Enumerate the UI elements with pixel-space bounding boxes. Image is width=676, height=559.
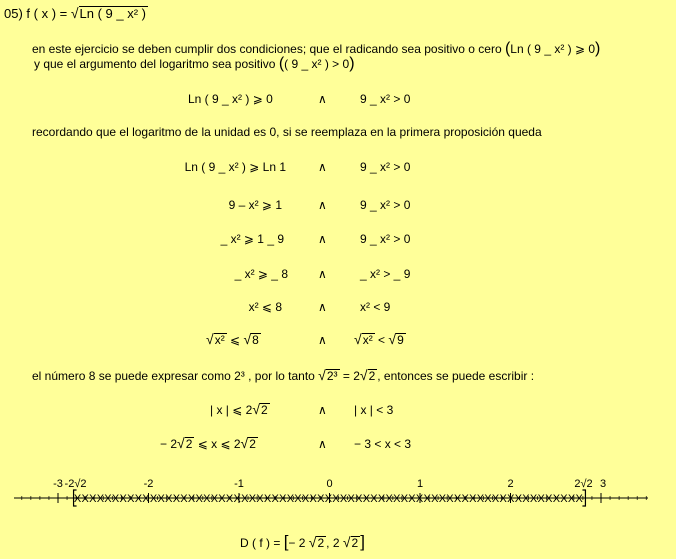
interval-mark: X [522, 493, 530, 505]
interval-mark: X [332, 493, 340, 505]
condition-2: ( 9 _ x² ) > 0 [284, 57, 350, 71]
interval-mark: X [317, 493, 325, 505]
interval-mark: X [423, 493, 431, 505]
cond-right: 9 _ x² > 0 [360, 92, 411, 106]
step-left: _ x² ⩾ 1 _ 9 [220, 232, 284, 246]
radicand: 2 [249, 437, 256, 451]
radicand: x² [362, 333, 373, 347]
interval-mark: X [119, 493, 127, 505]
abs-expr: | x | ⩽ 2 [210, 403, 253, 417]
domain-label: D ( f ) = [240, 536, 281, 550]
radical-sign: √ [70, 5, 79, 21]
radical-sign: √ [359, 367, 368, 383]
paren-left: ( [504, 40, 511, 57]
interval-mark: X [142, 493, 150, 505]
interval-mark: X [286, 493, 295, 505]
interval-mark: X [104, 493, 112, 505]
abs-right: | x | < 3 [354, 403, 394, 417]
and-operator: ∧ [318, 403, 327, 417]
interval-mark: X [279, 493, 287, 505]
tick-label: 0 [326, 478, 333, 490]
interval-mark: X [469, 493, 477, 505]
interval-mark: X [355, 493, 363, 505]
interval-mark: X [256, 493, 264, 505]
tick-label: -2√2 [64, 478, 87, 490]
step-right: 9 _ x² > 0 [360, 232, 411, 246]
interval-mark: X [362, 493, 371, 505]
radicand: 2 [317, 536, 325, 550]
interval-mark: X [370, 493, 378, 505]
interval-mark: X [89, 493, 97, 505]
interval-mark: X [400, 493, 409, 505]
interval-mark: X [393, 493, 401, 505]
paren-right: ) [595, 40, 601, 57]
and-operator: ∧ [318, 333, 327, 347]
interval-mark: X [96, 493, 105, 505]
interval-mark: X [408, 493, 416, 505]
step-right: 9 _ x² > 0 [360, 198, 411, 212]
equals-text: = 2 [342, 369, 360, 383]
paragraph-text: el número 8 se puede expresar como 2³ , por lo tanto [32, 369, 315, 383]
paren-right: ) [349, 55, 355, 72]
interval-mark: X [385, 493, 393, 505]
radical-sign: √ [252, 401, 260, 417]
interval-mark: X [514, 493, 523, 505]
interval-mark: X [377, 493, 386, 505]
and-operator: ∧ [318, 437, 327, 451]
radical-sign: √ [206, 331, 214, 347]
relation: < [378, 333, 386, 347]
radicand: 2 [368, 369, 376, 383]
radicand: 8 [252, 333, 259, 347]
tick-label: -3 [53, 478, 63, 490]
interval-mark: X [431, 493, 439, 505]
domain-result [240, 532, 365, 551]
cond-left: Ln ( 9 _ x² ) ⩾ 0 [188, 92, 273, 106]
paragraph-text: , entonces se puede escribir : [377, 369, 535, 383]
interval-mark: X [127, 493, 135, 505]
interval-mark: X [309, 493, 317, 505]
interval-mark: X [484, 493, 492, 505]
exercise-number: 05) [4, 6, 23, 21]
interval-mark: X [537, 493, 545, 505]
interval-mark: X [81, 493, 89, 505]
domain-expr: , 2 [326, 536, 340, 550]
bracket-right: ] [360, 532, 365, 551]
radical-sign: √ [354, 331, 362, 347]
bracket-left: [ [283, 532, 289, 551]
interval-mark: X [149, 493, 158, 505]
interval-mark: X [339, 493, 348, 505]
step-right: _ x² > _ 9 [360, 267, 411, 281]
interval-mark: X [294, 493, 302, 505]
interval-mark: X [165, 493, 173, 505]
radical-sign: √ [243, 331, 252, 347]
radicand: Ln ( 9 _ x² ) [79, 6, 147, 21]
radical-sign: √ [308, 534, 317, 550]
paren-left: ( [278, 55, 285, 72]
interval-mark: X [529, 493, 538, 505]
interval-mark: X [575, 493, 583, 505]
domain-expr: − 2 [288, 536, 306, 550]
relation: ⩽ [230, 333, 241, 347]
radicand: 2 [351, 536, 359, 550]
interval-mark: X [324, 493, 333, 505]
interval-mark: X [476, 493, 485, 505]
tick-label: 2 [507, 478, 514, 490]
radicand: 2 [261, 403, 268, 417]
paragraph-text: en este ejercicio se deben cumplir dos condiciones; que el radicando sea positivo o cero [32, 42, 502, 56]
interval-mark: X [248, 493, 257, 505]
interval-mark: X [73, 493, 82, 505]
interval-mark: X [552, 493, 561, 505]
interval-mark: X [301, 493, 310, 505]
interval-mark: X [187, 493, 196, 505]
interval-mark: X [453, 493, 462, 505]
interval-mark: X [499, 493, 507, 505]
interval-mark: X [271, 493, 279, 505]
radical-sign: √ [240, 435, 249, 451]
and-operator: ∧ [318, 267, 327, 281]
interval-mark: X [134, 493, 143, 505]
step-left: Ln ( 9 _ x² ) ⩾ Ln 1 [184, 160, 286, 174]
and-operator: ∧ [318, 300, 327, 314]
interval-mark: X [263, 493, 272, 505]
interval-mark: X [560, 493, 568, 505]
and-operator: ∧ [318, 92, 327, 106]
interval-mark: X [180, 493, 188, 505]
and-operator: ∧ [318, 160, 327, 174]
interval-mark: X [241, 493, 249, 505]
condition-1: Ln ( 9 _ x² ) ⩾ 0 [510, 42, 596, 56]
interval-mark: X [233, 493, 241, 505]
interval-mark: X [491, 493, 500, 505]
interval-mark: X [218, 493, 226, 505]
interval-mark: X [438, 493, 447, 505]
radicand: 2 [185, 437, 193, 451]
radical-sign: √ [342, 534, 351, 550]
tick-label: 2√2 [574, 478, 593, 490]
step-right: x² < 9 [360, 300, 391, 314]
final-right: − 3 < x < 3 [354, 437, 412, 451]
and-operator: ∧ [318, 198, 327, 212]
interval-mark: X [172, 493, 181, 505]
radical-sign: √ [318, 367, 326, 383]
interval-mark: X [203, 493, 211, 505]
radical-sign: √ [177, 435, 185, 451]
tick-label: -2 [143, 478, 154, 490]
paragraph-log-unity: recordando que el logaritmo de la unidad es 0, si se reemplaza en la primera proposición queda [32, 125, 542, 139]
interval-mark: X [157, 493, 165, 505]
and-operator: ∧ [318, 232, 327, 246]
step-right: 9 _ x² > 0 [360, 160, 411, 174]
interval-mark: X [210, 493, 219, 505]
step-left: _ x² ⩾ _ 8 [234, 267, 288, 281]
interval-mark: X [567, 493, 576, 505]
interval-mark: X [347, 493, 355, 505]
interval-mark: X [461, 493, 469, 505]
interval-mark: X [446, 493, 454, 505]
step-left: x² ⩽ 8 [248, 300, 282, 314]
tick-label: 3 [599, 478, 607, 490]
interval-mark: X [195, 493, 203, 505]
interval-mark: X [415, 493, 424, 505]
radical-sign: √ [388, 331, 397, 347]
tick-label: -1 [234, 478, 244, 490]
function-lhs: f ( x ) = [26, 6, 68, 21]
paragraph-text: y que el argumento del logaritmo sea positivo [34, 57, 276, 71]
interval-mark: X [507, 493, 515, 505]
radicand: x² [214, 333, 225, 347]
final-expr: ⩽ x ⩽ 2 [197, 437, 241, 451]
tick-label: 1 [416, 478, 424, 490]
interval-mark: X [111, 493, 120, 505]
interval-mark: X [225, 493, 234, 505]
step-left: 9 – x² ⩾ 1 [228, 198, 282, 212]
final-expr: − 2 [160, 437, 178, 451]
radicand: 9 [397, 333, 404, 347]
radicand: 2³ [326, 369, 338, 383]
interval-mark: X [545, 493, 553, 505]
